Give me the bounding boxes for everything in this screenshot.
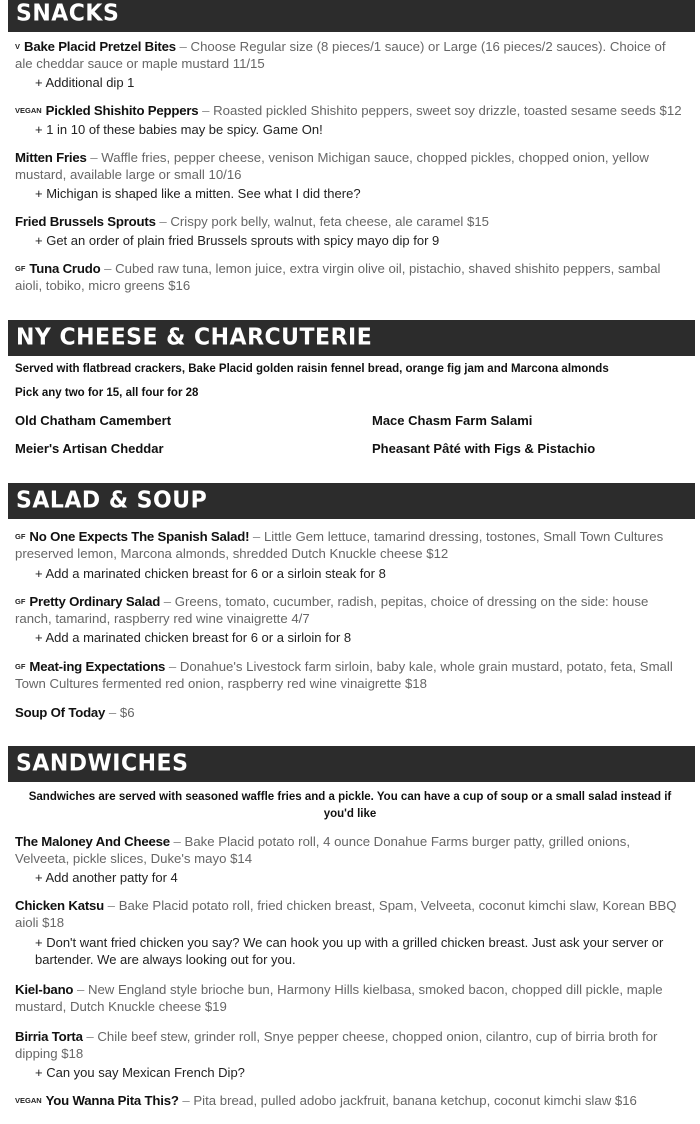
item-addon: + Add a marinated chicken breast for 6 or a sirloin for 8 — [35, 630, 352, 645]
item-description: Bake Placid potato roll, 4 ounce Donahue Farms burger patty, grilled onions, Velveeta, pickle slices, Duke's mayo $14 — [15, 834, 630, 866]
menu-item-soup-of-today: Soup Of Today – $6 — [15, 705, 135, 720]
vegetarian-tag: V — [15, 42, 21, 51]
section-header-snacks — [8, 0, 695, 32]
menu-item-meat-ing-expectations: GF Meat-ing Expectations – Donahue's Livestock farm sirloin, baby kale, whole grain mustard, potato, feta, Small Town Cultures fermented red onion, raspberry red wine vinaigrette $18 — [15, 659, 673, 691]
item-name: Birria Torta — [15, 1029, 83, 1044]
item-addon: + Can you say Mexican French Dip? — [35, 1065, 245, 1080]
menu-item-pita: VEGAN You Wanna Pita This? – Pita bread, pulled adobo jackfruit, banana ketchup, coconut kimchi slaw $16 — [15, 1093, 637, 1108]
item-description: Donahue's Livestock farm sirloin, baby kale, whole grain mustard, potato, feta, Small Town Cultures fermented red onion, raspberry red wine vinaigrette $18 — [15, 659, 673, 691]
cheese-item: Meier's Artisan Cheddar — [15, 441, 164, 456]
section-header-sandwiches — [8, 746, 695, 782]
item-description: Greens, tomato, cucumber, radish, pepitas, choice of dressing on the side: house ranch, tamarind, raspberry red wine vinaigrette 4/7 — [15, 594, 649, 626]
gluten-free-tag: GF — [15, 597, 26, 606]
item-description: New England style brioche bun, Harmony Hills kielbasa, smoked bacon, chopped dill pickle, maple mustard, Dutch Knuckle cheese $19 — [15, 982, 663, 1014]
item-description: Chile beef stew, grinder roll, Snye pepper cheese, chopped onion, cilantro, cup of birria broth for dipping $18 — [15, 1029, 658, 1061]
menu-item-shishito: VEGAN Pickled Shishito Peppers – Roasted pickled Shishito peppers, sweet soy drizzle, toasted sesame seeds $12 — [15, 103, 682, 118]
vegan-tag: VEGAN — [15, 1096, 42, 1105]
gluten-free-tag: GF — [15, 662, 26, 671]
item-addon: + 1 in 10 of these babies may be spicy. Game On! — [35, 122, 323, 137]
vegan-tag: VEGAN — [15, 106, 42, 115]
item-name: The Maloney And Cheese — [15, 834, 170, 849]
cheese-item: Mace Chasm Farm Salami — [372, 413, 533, 428]
item-name: Kiel-bano — [15, 982, 74, 997]
item-name: Pickled Shishito Peppers — [45, 103, 199, 118]
cheese-pricing-note: Pick any two for 15, all four for 28 — [15, 387, 199, 399]
item-description: Bake Placid potato roll, fried chicken breast, Spam, Velveeta, coconut kimchi slaw, Korean BBQ aioli $18 — [15, 898, 677, 930]
menu-item-birria-torta: Birria Torta – Chile beef stew, grinder roll, Snye pepper cheese, chopped onion, cilantro, cup of birria broth for dipping $18 — [15, 1029, 658, 1061]
item-name: Chicken Katsu — [15, 898, 105, 913]
menu-item-spanish-salad: GF No One Expects The Spanish Salad! – Little Gem lettuce, tamarind dressing, tostones, Small Town Cultures preserved lemon, Marcona almonds, shredded Dutch Knuckle cheese $12 — [15, 529, 664, 561]
menu-item-tuna-crudo: GF Tuna Crudo – Cubed raw tuna, lemon juice, extra virgin olive oil, pistachio, shaved shishito peppers, sambal aioli, tobiko, micro greens $16 — [15, 261, 661, 293]
menu-item-pretzel-bites: V Bake Placid Pretzel Bites – Choose Regular size (8 pieces/1 sauce) or Large (16 pieces/2 sauces). Choice of ale cheddar sauce or maple mustard 11/15 — [15, 39, 666, 71]
item-addon: + Add a marinated chicken breast for 6 or a sirloin steak for 8 — [35, 566, 386, 581]
item-price: $6 — [119, 705, 135, 720]
item-name: Bake Placid Pretzel Bites — [24, 39, 176, 54]
menu-item-chicken-katsu: Chicken Katsu – Bake Placid potato roll, fried chicken breast, Spam, Velveeta, coconut kimchi slaw, Korean BBQ aioli $18 — [15, 898, 677, 930]
section-title: SNACKS — [16, 0, 120, 27]
menu-item-ordinary-salad: GF Pretty Ordinary Salad – Greens, tomato, cucumber, radish, pepitas, choice of dressing on the side: house ranch, tamarind, raspberry red wine vinaigrette 4/7 — [15, 594, 649, 626]
item-name: Soup Of Today — [15, 705, 106, 720]
item-name: Fried Brussels Sprouts — [15, 214, 156, 229]
section-title: NY CHEESE & CHARCUTERIE — [16, 324, 373, 351]
menu-item-maloney-and-cheese: The Maloney And Cheese – Bake Placid potato roll, 4 ounce Donahue Farms burger patty, grilled onions, Velveeta, pickle slices, Duke's mayo $14 — [15, 834, 630, 866]
item-name: Tuna Crudo — [29, 261, 101, 276]
section-header-cheese — [8, 320, 695, 356]
cheese-note: Served with flatbread crackers, Bake Placid golden raisin fennel bread, orange fig jam and Marcona almonds — [15, 363, 609, 375]
item-addon: + Don't want fried chicken you say? We can hook you up with a grilled chicken breast. Just ask your server or bartender. We are always looking out for you. — [35, 935, 664, 967]
item-addon: + Get an order of plain fried Brussels sprouts with spicy mayo dip for 9 — [35, 233, 440, 248]
gluten-free-tag: GF — [15, 532, 26, 541]
section-title: SALAD & SOUP — [16, 487, 208, 514]
section-header-salad-soup — [8, 483, 695, 519]
cheese-item: Pheasant Pâté with Figs & Pistachio — [372, 441, 596, 456]
item-description: Little Gem lettuce, tamarind dressing, tostones, Small Town Cultures preserved lemon, Marcona almonds, shredded Dutch Knuckle cheese $12 — [15, 529, 664, 561]
sandwiches-note: Sandwiches are served with seasoned waffle fries and a pickle. You can have a cup of soup or a small salad instead if you'd like — [28, 791, 672, 820]
item-name: Meat-ing Expectations — [29, 659, 166, 674]
item-addon: + Additional dip 1 — [35, 75, 135, 90]
menu-item-mitten-fries: Mitten Fries – Waffle fries, pepper cheese, venison Michigan sauce, chopped pickles, chopped onion, yellow mustard, available large or small 10/16 — [15, 150, 649, 182]
item-addon: + Michigan is shaped like a mitten. See what I did there? — [35, 186, 361, 201]
item-description: Cubed raw tuna, lemon juice, extra virgin olive oil, pistachio, shaved shishito peppers, sambal aioli, tobiko, micro greens $16 — [15, 261, 661, 293]
item-description: Pita bread, pulled adobo jackfruit, banana ketchup, coconut kimchi slaw $16 — [193, 1093, 637, 1108]
item-name: No One Expects The Spanish Salad! — [29, 529, 250, 544]
item-name: Pretty Ordinary Salad — [29, 594, 161, 609]
gluten-free-tag: GF — [15, 264, 26, 273]
menu-item-brussels-sprouts: Fried Brussels Sprouts – Crispy pork belly, walnut, feta cheese, ale caramel $15 — [15, 214, 489, 229]
item-description: Crispy pork belly, walnut, feta cheese, ale caramel $15 — [170, 214, 489, 229]
item-addon: + Add another patty for 4 — [35, 870, 178, 885]
item-description: Choose Regular size (8 pieces/1 sauce) or Large (16 pieces/2 sauces). Choice of ale cheddar sauce or maple mustard 11/15 — [15, 39, 666, 71]
cheese-item: Old Chatham Camembert — [15, 413, 172, 428]
menu-item-kiel-bano: Kiel-bano – New England style brioche bun, Harmony Hills kielbasa, smoked bacon, chopped dill pickle, maple mustard, Dutch Knuckle cheese $19 — [15, 982, 663, 1014]
section-title: SANDWICHES — [16, 750, 189, 777]
item-description: Roasted pickled Shishito peppers, sweet soy drizzle, toasted sesame seeds $12 — [213, 103, 682, 118]
item-name: You Wanna Pita This? — [45, 1093, 179, 1108]
item-name: Mitten Fries — [15, 150, 87, 165]
item-description: Waffle fries, pepper cheese, venison Michigan sauce, chopped pickles, chopped onion, yellow mustard, available large or small 10/16 — [15, 150, 649, 182]
